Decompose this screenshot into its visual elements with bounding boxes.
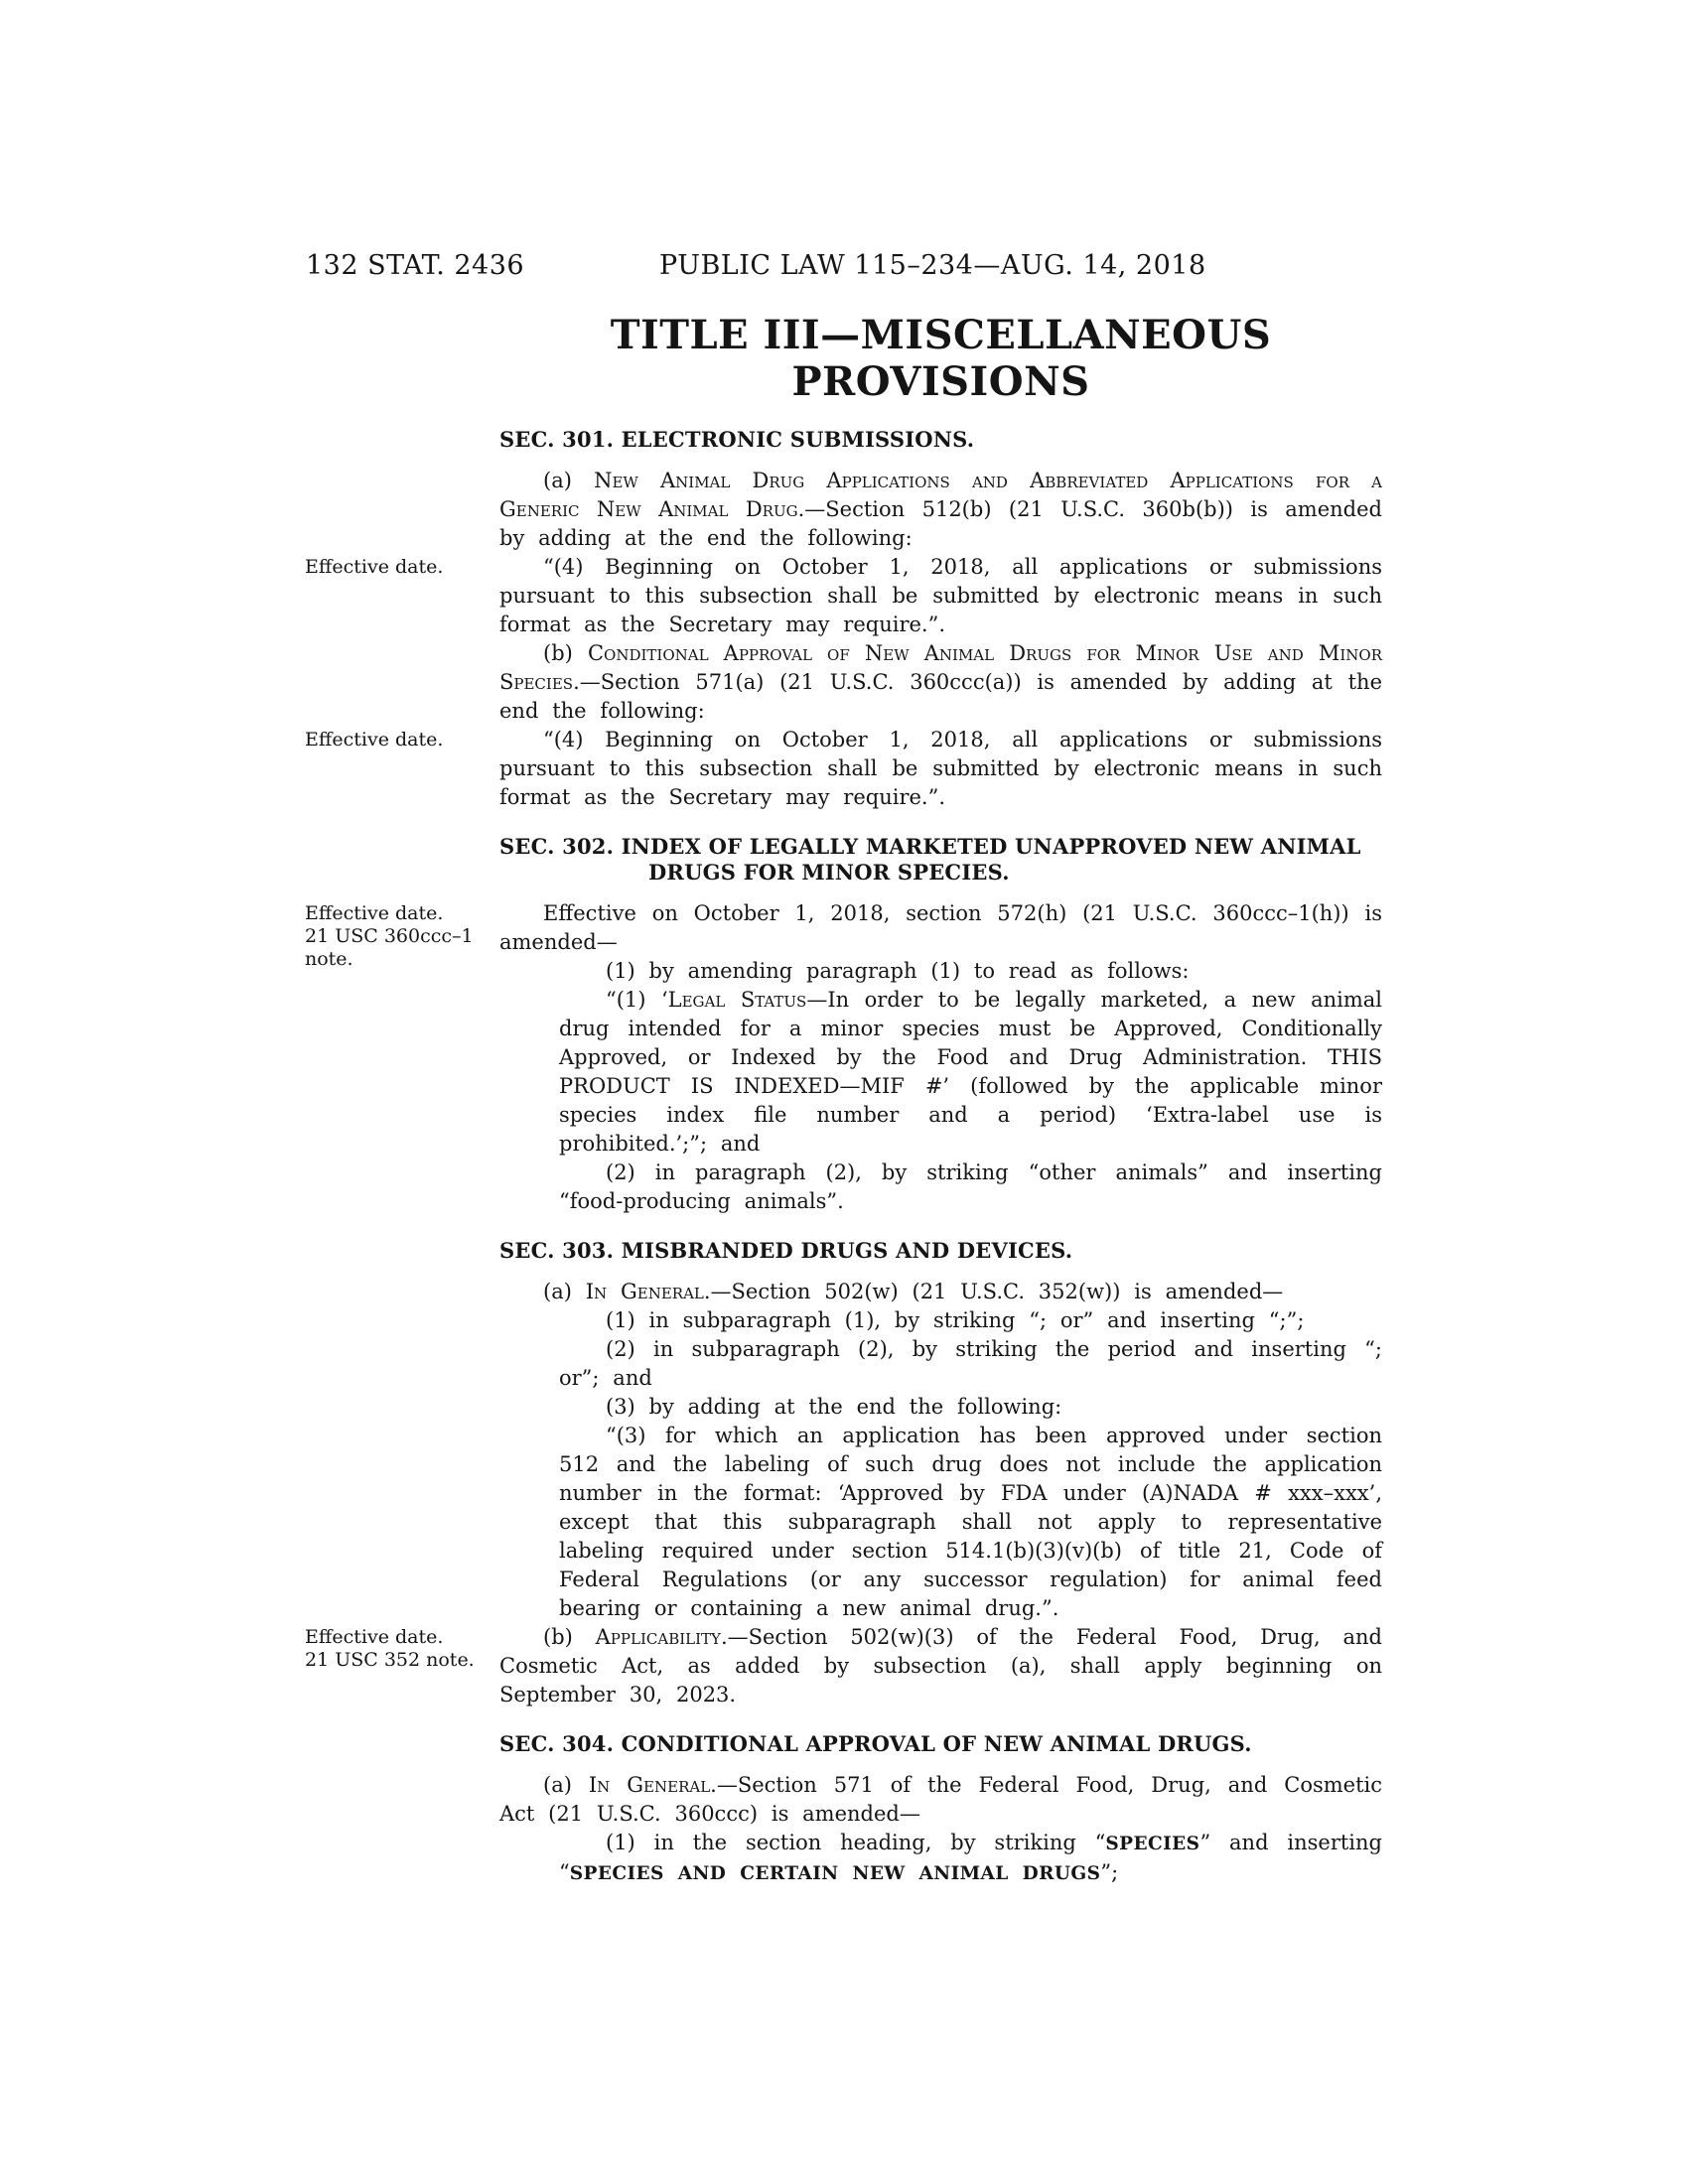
statute-text: .—Section 502(w)(3) of the Federal Food, Drug, and Cosmetic Act, as added by subsection (a), shall apply beginning on September 30, 2023. [499,1625,1382,1706]
statute-paragraph [305,553,1382,639]
margin-note-line: 21 USC 360ccc–1 [305,925,474,947]
margin-note-line: note. [305,948,353,970]
statute-paragraph [305,726,1382,812]
statute-text: .—Section 571(a) (21 U.S.C. 360ccc(a)) is amended by adding at the end the following: [499,670,1382,723]
statute-text: (2) in paragraph (2), by striking “other animals” and inserting “food-producing animals”. [559,1160,1382,1213]
margin-note [305,556,490,579]
section-heading [499,834,1382,886]
statute-text: .—Section 512(b) (21 U.S.C. 360b(b)) is amended by adding at the end the following: [499,497,1382,550]
statute-paragraph [559,1422,1382,1623]
page-number: 132 STAT. 2436 [306,250,525,281]
margin-note-line: Effective date. [305,556,444,578]
section-heading [499,427,1382,453]
statute-text: ”; [1100,1860,1119,1884]
statute-paragraph [499,639,1382,726]
statute-text: —In order to be legally marketed, a new animal drug intended for a minor species must be Approved, Conditionally Approved, or Indexed by the Food and Drug Administration. THIS PRODUCT IS INDEXED—MIF #’ (followed by the applicable minor species index file number and a period) ‘Extra-label use is prohibited.’;”; and [559,988,1382,1156]
title-line-2: PROVISIONS [791,358,1090,405]
statute-text: (a) [543,469,595,492]
statute-paragraph [559,1829,1382,1888]
section-heading-line: SEC. 304. CONDITIONAL APPROVAL OF NEW ANIMAL DRUGS. [499,1731,1252,1756]
title-heading [499,312,1382,405]
statute-paragraph [499,467,1382,553]
statute-paragraph [559,1393,1382,1422]
small-caps-text: In General [588,1773,711,1797]
statute-text: .—Section 571 of the Federal Food, Drug, and Cosmetic Act (21 U.S.C. 360ccc) is amended— [499,1773,1382,1826]
statute-text: “(4) Beginning on October 1, 2018, all applications or submissions pursuant to this subsection shall be submitted by electronic means in such format as the Secretary may require.”. [499,728,1382,809]
section-heading-line: SEC. 302. INDEX OF LEGALLY MARKETED UNAPPROVED NEW ANIMAL [499,834,1361,859]
small-caps-text: Conditional Approval of New Animal Drugs for Minor Use and Minor Species [499,641,1382,694]
statute-paragraph [305,899,1382,970]
statute-text: Effective on October 1, 2018, section 572(h) (21 U.S.C. 360ccc–1(h)) is amended— [499,901,1382,954]
statute-text: (a) [543,1773,589,1797]
statute-text: (2) in subparagraph (2), by striking the period and inserting “; or”; and [559,1337,1382,1390]
section-heading [499,1731,1382,1757]
statute-text: (1) in subparagraph (1), by striking “; or” and inserting “;”; [606,1308,1305,1332]
margin-note [305,1626,490,1672]
margin-note-line: Effective date. [305,729,444,751]
section-heading-line: SEC. 301. ELECTRONIC SUBMISSIONS. [499,427,975,452]
statute-body [305,427,1382,1888]
margin-note-line: 21 USC 352 note. [305,1649,475,1671]
statute-text: .—Section 502(w) (21 U.S.C. 352(w)) is amended— [703,1280,1284,1303]
statute-text: “(1) ‘ [606,988,668,1012]
margin-note [305,729,490,751]
statute-paragraph [559,1159,1382,1216]
bold-quoted-text: SPECIES [1105,1834,1200,1854]
small-caps-text: In General [585,1280,704,1303]
statute-text: (b) [543,1625,596,1649]
section-heading [499,1238,1382,1264]
statute-text: (a) [543,1280,586,1303]
statute-paragraph [305,1623,1382,1709]
margin-note-line: Effective date. [305,902,444,924]
statute-paragraph [499,1278,1382,1306]
margin-note [305,902,490,971]
small-caps-text: Applicability [595,1625,721,1649]
statute-text: ” and inserting “ [559,1831,1382,1884]
statute-text: (b) [543,641,588,665]
small-caps-text: New Animal Drug Applications and Abbreviated Applications for a Generic New Animal Drug [499,469,1382,521]
statute-text: (3) by adding at the end the following: [606,1395,1062,1419]
statute-text: “(4) Beginning on October 1, 2018, all applications or submissions pursuant to this subsection shall be submitted by electronic means in such format as the Secretary may require.”. [499,555,1382,636]
title-line-1: TITLE III—MISCELLANEOUS [610,312,1272,358]
statute-paragraph [559,1306,1382,1335]
statute-text: (1) in the section heading, by striking “ [606,1831,1106,1854]
statute-paragraph [559,1335,1382,1393]
small-caps-text: Legal Status [667,988,807,1012]
margin-note-line: Effective date. [305,1626,444,1648]
statute-paragraph [559,957,1382,986]
bold-quoted-text: SPECIES AND CERTAIN NEW ANIMAL DRUGS [569,1863,1101,1884]
statute-paragraph [499,1771,1382,1829]
section-heading-line: SEC. 303. MISBRANDED DRUGS AND DEVICES. [499,1238,1073,1263]
statute-paragraph [559,986,1382,1159]
section-heading-line: DRUGS FOR MINOR SPECIES. [648,860,1010,885]
statute-text: (1) by amending paragraph (1) to read as follows: [606,959,1190,983]
statute-text: “(3) for which an application has been approved under section 512 and the labeling of such drug does not include the application number in the format: ‘Approved by FDA under (A)NADA # xxx–xxx’, except that this subparagraph shall not apply to representative labeling required under section 514.1(b)(3)(v)(b) of title 21, Code of Federal Regulations (or any successor regulation) for animal feed bearing or containing a new animal drug.”. [559,1424,1382,1620]
law-header: PUBLIC LAW 115–234—AUG. 14, 2018 [659,250,1206,281]
